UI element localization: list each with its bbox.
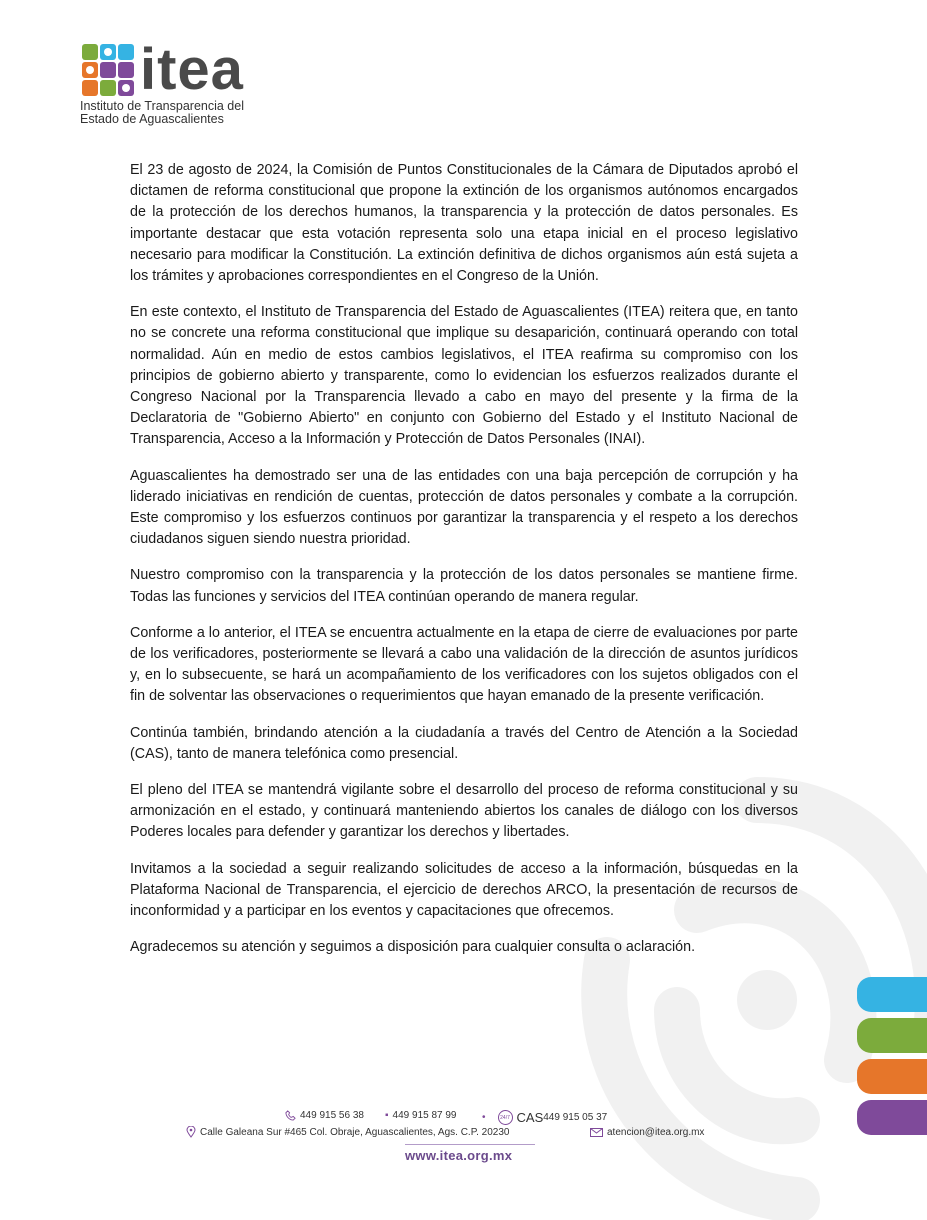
phone-icon	[285, 1110, 296, 1121]
phone-icon: ▪	[385, 1110, 389, 1121]
stripe-purple	[857, 1100, 927, 1135]
divider	[405, 1144, 535, 1145]
footer-address	[186, 1126, 509, 1138]
cas-badge-icon: 24/7	[498, 1110, 513, 1125]
paragraph: Aguascalientes ha demostrado ser una de las entidades con una baja percepción de corrupción y ha liderado iniciativas en rendición de cuentas, protección de datos personales y combate a la corrupción. Este compromiso y los esfuerzos continuos por garantizar la transparencia y el respeto a los derechos ciudadanos siguen siendo nuestra prioridad.	[130, 467, 798, 548]
stripe-blue	[857, 977, 927, 1012]
logo-wordmark: itea	[140, 37, 244, 102]
paragraph: Nuestro compromiso con la transparencia y la protección de los datos personales se mantiene firme. Todas las funciones y servicios del ITEA continúan operando de manera regular.	[130, 567, 798, 605]
footer-phone-2	[385, 1110, 457, 1121]
mail-icon	[590, 1128, 603, 1137]
stripe-green	[857, 1018, 927, 1053]
stripe-orange	[857, 1059, 927, 1094]
paragraph: El pleno del ITEA se mantendrá vigilante sobre el desarrollo del proceso de reforma constitucional y su armonización en el estado, y continuará manteniendo abiertos los canales de diálogo con los diversos Poderes locales para defender y garantizar los derechos y libertades.	[130, 782, 798, 841]
paragraph: Continúa también, brindando atención a la ciudadanía a través del Centro de Atención a la Sociedad (CAS), tanto de manera telefónica como presencial.	[130, 724, 798, 762]
paragraph: En este contexto, el Instituto de Transparencia del Estado de Aguascalientes (ITEA) reitera que, en tanto no se concrete una reforma constitucional que implique su desaparición, continuará operando con total normalidad. Aún en medio de estos cambios legislativos, el ITEA reafirma su compromiso con los principios de gobierno abierto y transparente, como lo evidencian los esfuerzos realizados durante el Congreso Nacional por la Transparencia llevado a cabo en mayo del presente y la firma de la Declaratoria de "Gobierno Abierto" en conjunto con Gobierno del Estado y el Instituto Nacional de Transparencia, Acceso a la Información y Protección de Datos Personales (INAI).	[130, 304, 798, 448]
cas-label: CAS	[516, 1110, 544, 1125]
logo-subtitle-line2: Estado de Aguascalientes	[80, 112, 224, 126]
footer-email[interactable]	[590, 1127, 704, 1138]
color-stripes	[857, 977, 927, 1141]
phone-number-2: 449 915 87 99	[392, 1110, 457, 1121]
website-link[interactable]: www.itea.org.mx	[405, 1148, 513, 1163]
logo-mark-icon	[80, 42, 136, 98]
email-link[interactable]: atencion@itea.org.mx	[607, 1127, 705, 1138]
footer-cas	[482, 1110, 607, 1125]
phone-number-1: 449 915 56 38	[300, 1110, 364, 1121]
itea-logo	[80, 37, 280, 132]
logo-subtitle-line1: Instituto de Transparencia del	[80, 99, 244, 113]
paragraph: Agradecemos su atención y seguimos a disposición para cualquier consulta o aclaración.	[130, 939, 696, 956]
location-pin-icon	[186, 1126, 196, 1138]
address-text: Calle Galeana Sur #465 Col. Obraje, Aguascalientes, Ags. C.P. 20230	[200, 1126, 510, 1138]
paragraph: El 23 de agosto de 2024, la Comisión de Puntos Constitucionales de la Cámara de Diputados aprobó el dictamen de reforma constitucional que propone la extinción de los organismos autónomos encargados de la protección de los derechos humanos, la transparencia y la protección de datos personales. Es importante destacar que esta votación representa solo una etapa inicial en el proceso legislativo necesario para modificar la Constitución. La extinción definitiva de dichos organismos aún está sujeta a los trámites y aprobaciones correspondientes en el Congreso de la Unión.	[130, 162, 798, 285]
phone-number-3: 449 915 05 37	[543, 1112, 608, 1123]
dot-icon: •	[482, 1112, 486, 1123]
paragraph: Conforme a lo anterior, el ITEA se encuentra actualmente en la etapa de cierre de evaluaciones por parte de los verificadores, posteriormente se llevará a cabo una validación de la dirección de asuntos jurídicos y, en lo subsecuente, se hará un acompañamiento de los verificadores con los sujetos obligados con el fin de solventar las observaciones o requerimientos que hayan emanado de la presente verificación.	[130, 624, 798, 705]
letter-body	[130, 160, 798, 974]
footer-phone-1	[285, 1110, 364, 1121]
paragraph: Invitamos a la sociedad a seguir realizando solicitudes de acceso a la información, búsquedas en la Plataforma Nacional de Transparencia, el ejercicio de derechos ARCO, la presentación de recursos de inconformidad y a participar en los eventos y capacitaciones que ofrecemos.	[130, 860, 798, 920]
logo-subtitle	[80, 100, 280, 126]
